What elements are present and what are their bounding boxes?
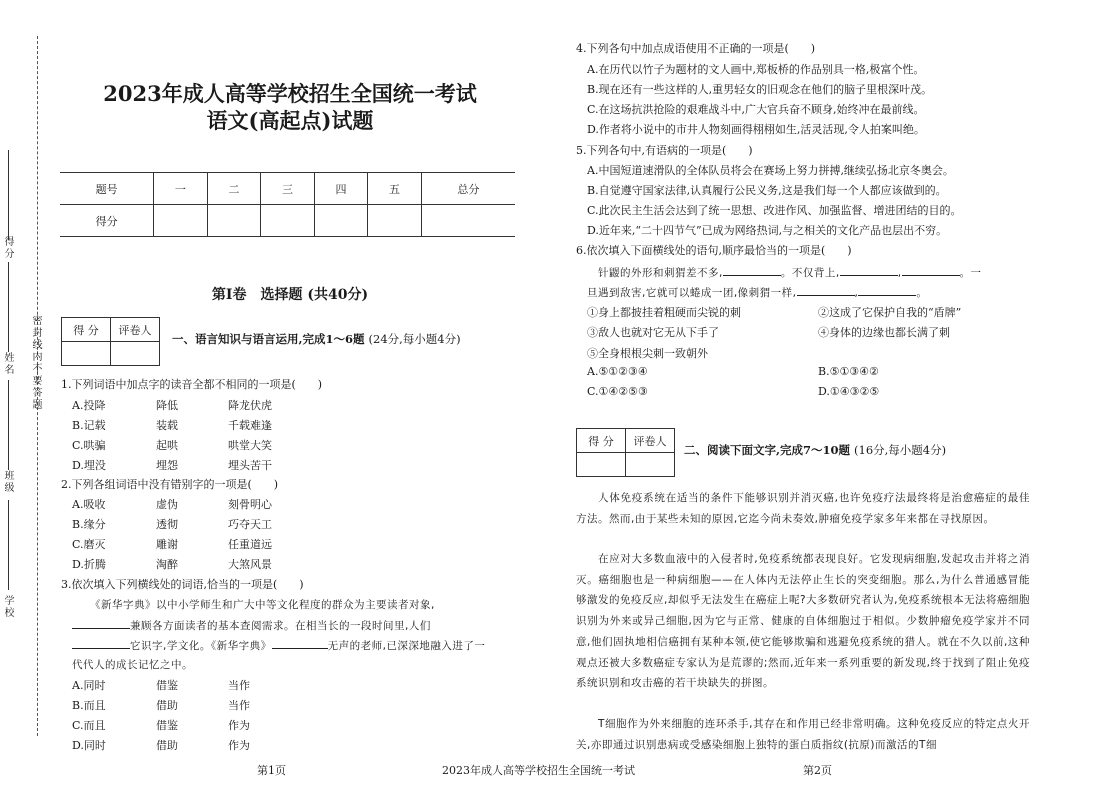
q6-item: ③敌人也就对它无从下手了: [587, 326, 719, 339]
q2-option: D.折腾: [72, 558, 106, 571]
q3-text-line4: 代代人的成长记忆之中。: [72, 659, 193, 671]
q3-option: 借鉴: [156, 679, 178, 692]
q3-option: C.而且: [72, 719, 106, 732]
q3-stem: 3.依次填入下列横线处的词语,恰当的一项是( ): [61, 578, 304, 591]
q2-option: 雕谢: [156, 538, 178, 551]
q6-line2-b: ,: [854, 287, 859, 299]
part1-title: 一、语言知识与语言运用,完成1～6题: [172, 332, 365, 346]
score-cell: 二: [207, 173, 261, 205]
part2-title: 二、阅读下面文字,完成7～10题: [684, 443, 851, 457]
q2-option: 淘醉: [156, 558, 178, 571]
q3-option: A.同时: [72, 679, 106, 692]
grader-score-label: 得 分: [577, 429, 626, 453]
sidebar-class-label: 班级: [2, 470, 13, 494]
q3-option: D.同时: [72, 739, 106, 752]
school-blank-line: [8, 500, 9, 590]
part2-heading: [684, 442, 946, 458]
q2-option: 刻骨明心: [228, 498, 272, 511]
section-title: 第Ⅰ卷 选择题 (共40分): [211, 287, 369, 303]
q6-text-line1: [598, 264, 982, 280]
q5-option: D.近年来,“二十四节气”已成为网络热词,与之相关的文化产品也层出不穷。: [587, 224, 948, 237]
q6-option: D.①④③②⑤: [818, 385, 880, 398]
q6-blank-3[interactable]: [902, 264, 960, 276]
q6-text-line2: [587, 284, 927, 300]
q6-item: ④身体的边缘也都长满了刺: [818, 326, 950, 339]
q3-blank-2[interactable]: [72, 637, 130, 649]
score-cell: 得分: [60, 205, 154, 237]
grader-box: [61, 317, 160, 366]
q2-stem: 2.下列各组词语中没有错别字的一项是( ): [61, 478, 279, 491]
q4-option: D.作者将小说中的市井人物刻画得栩栩如生,活灵活现,令人拍案叫绝。: [587, 123, 925, 136]
q4-option: A.在历代以竹子为题材的文人画中,郑板桥的作品别具一格,极富个性。: [587, 63, 925, 76]
q4-option: B.现在还有一些这样的人,重男轻女的旧观念在他们的脑子里根深叶茂。: [587, 83, 933, 96]
score-entry-cell[interactable]: [314, 205, 368, 237]
score-entry-cell[interactable]: [154, 205, 208, 237]
q6-item: ⑤全身根根尖刺一致朝外: [587, 347, 708, 360]
q3-option: 借鉴: [156, 719, 178, 732]
part1-note: (24分,每小题4分): [368, 332, 461, 346]
q6-item: ①身上都披挂着粗硬而尖锐的刺: [587, 306, 741, 319]
exam-title: 2023年成人高等学校招生全国统一考试: [103, 81, 477, 106]
score-entry-cell[interactable]: [207, 205, 261, 237]
footer-title: 2023年成人高等学校招生全国统一考试: [442, 764, 635, 777]
q2-option: 虚伪: [156, 498, 178, 511]
q3-line3-text-b: 无声的老师,已深深地融入进了一: [327, 640, 486, 652]
q3-option: 借助: [156, 699, 178, 712]
q3-text-line3: [72, 637, 485, 653]
q6-line1-c: ,: [897, 267, 902, 279]
q2-option: C.磨灭: [72, 538, 106, 551]
page-number-right: 第2页: [803, 764, 832, 777]
grader-score-cell[interactable]: [577, 453, 626, 477]
grader-name-label: 评卷人: [626, 429, 675, 453]
q1-option: 起哄: [156, 439, 178, 452]
passage-paragraph: 在应对大多数血液中的入侵者时,免疫系统都表现良好。它发现病细胞,发起攻击并将之消灭。癌细胞也是一种病细胞——在人体内无法停止生长的突变细胞。那么,为什么普通感冒能够激发的免疫反应,却似乎无法发生在癌症上呢?大多数研究者认为,免疫系统根本无法将癌细胞识别为外来或异己细胞,因为它与正常、健康的自体细胞过于相似。少数肿瘤免疫学家并不同意,他们固执地相信癌拥有某种本领,使它能够欺骗和逃避免疫系统的猎人。就在不久以前,这种观点还被大多数癌症专家认为是荒谬的;然而,近年来一系列重要的新发现,终于找到了阻止免疫系统识别和攻击癌的若干块缺失的拼图。: [576, 553, 1030, 690]
q4-stem: 4.下列各句中加点成语使用不正确的一项是( ): [576, 42, 816, 55]
q6-line1-a: 针鼹的外形和刺猬差不多,: [598, 267, 723, 279]
q1-option: 埋怨: [156, 459, 178, 472]
q6-stem: 6.依次填入下面横线处的语句,顺序最恰当的一项是( ): [576, 244, 852, 257]
q1-option: A.投降: [72, 399, 106, 412]
q1-option: 哄堂大笑: [228, 439, 272, 452]
q3-line2-text: 兼顾各方面读者的基本查阅需求。在相当长的一段时间里,人们: [130, 620, 431, 632]
sidebar-seal-notice: 密封线内不要答题: [30, 315, 41, 411]
q1-option: B.记载: [72, 419, 106, 432]
passage-paragraph: T细胞作为外来细胞的连环杀手,其存在和作用已经非常明确。这种免疫反应的特定点火开关,亦即通过识别患病或受感染细胞上独特的蛋白质指纹(抗原)而激活的T细: [576, 718, 1030, 751]
score-cell: 四: [314, 173, 368, 205]
q6-line1-d: 。一: [959, 267, 982, 279]
q1-option: 装载: [156, 419, 178, 432]
q3-line3-text-a: 它识字,学文化。《新华字典》: [130, 640, 272, 652]
q1-option: 降龙伏虎: [228, 399, 272, 412]
class-blank-line: [8, 380, 9, 470]
q6-blank-1[interactable]: [723, 264, 781, 276]
q5-option: C.此次民主生活会达到了统一思想、改进作风、加强监督、增进团结的目的。: [587, 204, 962, 217]
q2-option: B.缘分: [72, 518, 106, 531]
q3-option: 借助: [156, 739, 178, 752]
q6-option: B.⑤①③④②: [818, 365, 879, 378]
q1-option: 千载难逢: [228, 419, 272, 432]
score-cell: 五: [368, 173, 422, 205]
score-cell: 一: [154, 173, 208, 205]
exam-subtitle: 语文(高起点)试题: [206, 108, 374, 133]
q3-text-line1: 《新华字典》以中小学师生和广大中等文化程度的群众为主要读者对象,: [90, 599, 435, 611]
score-cell: 总分: [421, 173, 515, 205]
q6-line1-b: 。不仅背上,: [780, 267, 840, 279]
sidebar-score-label: 得分: [2, 236, 13, 260]
q1-option: C.哄骗: [72, 439, 106, 452]
q6-blank-4[interactable]: [797, 284, 855, 296]
q2-option: 透彻: [156, 518, 178, 531]
score-entry-cell[interactable]: [261, 205, 315, 237]
score-cell: 题号: [60, 173, 154, 205]
q3-option: B.而且: [72, 699, 106, 712]
q6-blank-2[interactable]: [840, 264, 898, 276]
q6-blank-5[interactable]: [858, 284, 916, 296]
grader-name-cell[interactable]: [626, 453, 675, 477]
q2-option: 任重道远: [228, 538, 272, 551]
passage-paragraph: 人体免疫系统在适当的条件下能够识别并消灭癌,也许免疫疗法最终将是治愈癌症的最佳方法。然而,由于某些未知的原因,它迄今尚未奏效,肿瘤免疫学家多年来都在寻找原因。: [576, 492, 1030, 525]
q5-stem: 5.下列各句中,有语病的一项是( ): [576, 144, 753, 157]
q6-line2-c: 。: [916, 287, 928, 299]
grader-score-label: 得 分: [62, 318, 111, 342]
q6-option: C.①④②⑤③: [587, 385, 648, 398]
q3-option: 当作: [228, 679, 250, 692]
q1-option: D.埋没: [72, 459, 106, 472]
part1-heading: [172, 331, 461, 347]
q1-stem: 1.下列词语中加点字的读音全都不相同的一项是( ): [61, 378, 323, 391]
q5-option: A.中国短道速滑队的全体队员将会在赛场上努力拼搏,继续弘扬北京冬奥会。: [587, 164, 954, 177]
score-table-score-row: [60, 205, 515, 237]
grader-name-label: 评卷人: [111, 318, 160, 342]
q2-option: A.吸收: [72, 498, 106, 511]
score-blank-line: [8, 150, 9, 240]
q4-option: C.在这场抗洪抢险的艰难战斗中,广大官兵奋不顾身,始终冲在最前线。: [587, 103, 925, 116]
name-blank-line: [8, 262, 9, 352]
q1-option: 埋头苦干: [228, 459, 272, 472]
q6-item: ②这成了它保护自我的“盾牌”: [818, 306, 962, 319]
q3-blank-1[interactable]: [72, 617, 130, 629]
grader-name-cell[interactable]: [111, 342, 160, 366]
q6-line2-a: 旦遇到敌害,它就可以蜷成一团,像刺猬一样,: [587, 287, 797, 299]
q3-blank-3[interactable]: [272, 637, 328, 649]
part2-note: (16分,每小题4分): [854, 443, 947, 457]
sidebar-name-label: 姓名: [2, 352, 13, 376]
score-entry-cell[interactable]: [368, 205, 422, 237]
grader-score-cell[interactable]: [62, 342, 111, 366]
q3-option: 作为: [228, 739, 250, 752]
score-table: [60, 172, 515, 237]
q3-option: 作为: [228, 719, 250, 732]
grader-box: [576, 428, 675, 477]
page-number-left: 第1页: [257, 764, 286, 777]
q5-option: B.自觉遵守国家法律,认真履行公民义务,这是我们每一个人都应该做到的。: [587, 184, 947, 197]
q2-option: 巧夺天工: [228, 518, 272, 531]
score-table-header-row: [60, 173, 515, 205]
q2-option: 大煞风景: [228, 558, 272, 571]
score-cell: 三: [261, 173, 315, 205]
q3-text-line2: [72, 617, 431, 633]
score-entry-cell[interactable]: [421, 205, 515, 237]
q3-option: 当作: [228, 699, 250, 712]
sidebar-school-label: 学校: [2, 595, 13, 619]
q6-option: A.⑤①②③④: [587, 365, 648, 378]
q1-option: 降低: [156, 399, 178, 412]
